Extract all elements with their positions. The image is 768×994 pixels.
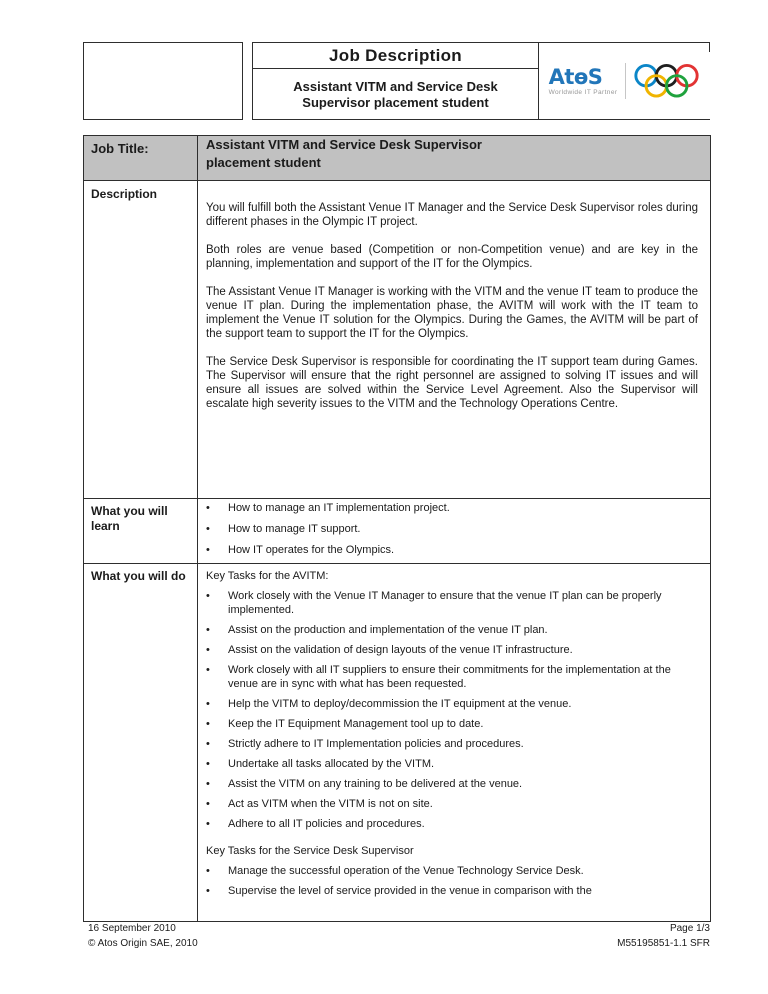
- bullet-icon: •: [206, 718, 210, 730]
- atos-logo: [548, 64, 618, 96]
- bullet-text: Strictly adhere to IT Implementation policies and procedures.: [228, 738, 524, 750]
- learn-bullet-item: [206, 501, 698, 515]
- bullet-text: Work closely with all IT suppliers to ensure their commitments for the implementation at the venue are in sync with what has been requested.: [228, 664, 671, 690]
- avitm-bullet-item: [206, 623, 698, 637]
- bullet-icon: •: [206, 644, 210, 656]
- bullet-text: Assist on the production and implementation of the venue IT plan.: [228, 624, 548, 636]
- logo-divider: [625, 63, 626, 99]
- description-label: Description: [84, 181, 198, 498]
- avitm-bullet-item: [206, 589, 698, 617]
- key-tasks-avitm-heading: Key Tasks for the AVITM:: [206, 570, 329, 582]
- bullet-text: Assist on the validation of design layouts of the venue IT infrastructure.: [228, 644, 573, 656]
- bullet-icon: •: [206, 698, 210, 710]
- header-logo-cell: [539, 42, 710, 120]
- avitm-bullet-item: [206, 777, 698, 791]
- job-title-value-line1: Assistant VITM and Service Desk Supervisor: [206, 137, 482, 152]
- atos-tagline: Worldwide IT Partner: [548, 88, 618, 96]
- atos-brand-text: AtɵS: [548, 64, 603, 89]
- learn-bullet-item: [206, 543, 698, 557]
- bullet-icon: •: [206, 818, 210, 830]
- bullet-icon: •: [206, 798, 210, 810]
- bullet-icon: •: [206, 590, 210, 602]
- sds-bullet-item: [206, 884, 698, 898]
- description-paragraph: You will fulfill both the Assistant Venue IT Manager and the Service Desk Supervisor roles during different phases in the Olympic IT project.: [206, 202, 698, 228]
- bullet-text: Supervise the level of service provided in the venue in comparison with the: [228, 885, 592, 897]
- avitm-bullet-item: [206, 757, 698, 771]
- learn-bullet-item: [206, 522, 698, 536]
- bullet-text: Manage the successful operation of the Venue Technology Service Desk.: [228, 865, 584, 877]
- bullet-icon: •: [206, 523, 210, 535]
- bullet-icon: •: [206, 502, 210, 514]
- bullet-text: How to manage an IT implementation project.: [228, 502, 450, 514]
- bullet-text: How to manage IT support.: [228, 523, 361, 535]
- bullet-text: Help the VITM to deploy/decommission the IT equipment at the venue.: [228, 698, 572, 710]
- learn-label: What you will learn: [84, 499, 198, 563]
- do-content: [198, 564, 710, 921]
- document-subtitle-line1: Assistant VITM and Service Desk: [293, 79, 498, 94]
- document-subtitle: [253, 69, 538, 111]
- bullet-icon: •: [206, 778, 210, 790]
- avitm-bullet-item: [206, 817, 698, 831]
- footer-copyright: © Atos Origin SAE, 2010: [88, 938, 198, 949]
- job-description-table: [83, 135, 711, 922]
- bullet-text: Act as VITM when the VITM is not on site.: [228, 798, 433, 810]
- avitm-task-list: [206, 589, 698, 831]
- header-empty-cell: [83, 42, 243, 120]
- avitm-bullet-item: [206, 797, 698, 811]
- avitm-bullet-item: [206, 737, 698, 751]
- do-row: [84, 564, 710, 921]
- bullet-icon: •: [206, 885, 210, 897]
- do-label: What you will do: [84, 564, 198, 921]
- sds-task-list: [206, 864, 698, 898]
- key-tasks-sds-heading: Key Tasks for the Service Desk Supervisor: [206, 845, 414, 857]
- job-title-label: Job Title:: [84, 136, 198, 180]
- learn-content: [198, 499, 710, 563]
- document-subtitle-line2: Supervisor placement student: [302, 95, 489, 110]
- bullet-icon: •: [206, 544, 210, 556]
- description-paragraph: Both roles are venue based (Competition or non-Competition venue) and are key in the planning, implementation and support of the IT for the Olympics.: [206, 244, 698, 270]
- description-row: [84, 181, 710, 499]
- footer-date-copyright: [88, 921, 198, 951]
- footer-page-number: Page 1/3: [669, 923, 710, 934]
- description-paragraph: The Service Desk Supervisor is responsible for coordinating the IT support team during Games. The Supervisor will ensure that the right personnel are assigned to solving IT issues and will ensure all issues are solved within the Service Level Agreement. Also the Supervisor will escalate high severity issues to the VITM and the Technology Operations Centre.: [206, 356, 698, 410]
- job-title-row: [84, 136, 710, 181]
- bullet-icon: •: [206, 865, 210, 877]
- bullet-text: Work closely with the Venue IT Manager to ensure that the venue IT plan can be properly implemented.: [228, 590, 662, 616]
- avitm-bullet-item: [206, 717, 698, 731]
- bullet-text: Undertake all tasks allocated by the VITM.: [228, 758, 435, 770]
- avitm-bullet-item: [206, 663, 698, 691]
- bullet-text: How IT operates for the Olympics.: [228, 544, 395, 556]
- description-paragraph: The Assistant Venue IT Manager is working with the VITM and the venue IT team to produce the venue IT plan. During the implementation phase, the AVITM will work with the IT team to implement the Venue IT solution for the Olympics. During the Games, the AVITM will be part of the support team to support the IT for the Olympics.: [206, 286, 698, 340]
- bullet-icon: •: [206, 664, 210, 676]
- olympic-rings-icon: [634, 63, 700, 99]
- footer-page-ref: [617, 921, 710, 951]
- avitm-bullet-item: [206, 697, 698, 711]
- bullet-icon: •: [206, 738, 210, 750]
- footer-doc-ref: M55195851-1.1 SFR: [617, 938, 710, 949]
- learn-row: [84, 499, 710, 564]
- bullet-icon: •: [206, 624, 210, 636]
- document-title: Job Description: [253, 43, 538, 69]
- footer-date: 16 September 2010: [88, 923, 176, 934]
- job-title-value-line2: placement student: [206, 155, 321, 170]
- avitm-bullet-item: [206, 643, 698, 657]
- description-content: [198, 181, 710, 498]
- bullet-text: Assist the VITM on any training to be delivered at the venue.: [228, 778, 523, 790]
- sds-bullet-item: [206, 864, 698, 878]
- header-title-cell: [252, 42, 539, 120]
- bullet-icon: •: [206, 758, 210, 770]
- job-title-value: [198, 136, 710, 180]
- bullet-text: Keep the IT Equipment Management tool up to date.: [228, 718, 484, 730]
- bullet-text: Adhere to all IT policies and procedures.: [228, 818, 425, 830]
